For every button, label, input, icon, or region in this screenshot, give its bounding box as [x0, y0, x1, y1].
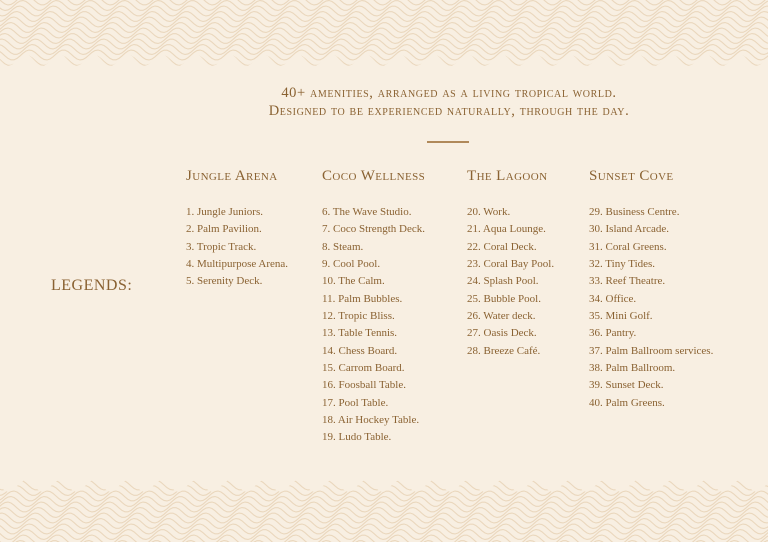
amenity-list — [186, 204, 288, 291]
list-item: 39. Sunset Deck. — [589, 379, 664, 392]
amenity-list — [322, 204, 425, 447]
list-item: 27. Oasis Deck. — [467, 327, 537, 340]
list-item: 32. Tiny Tides. — [589, 258, 656, 271]
list-item: 36. Pantry. — [589, 327, 637, 340]
column-title: The Lagoon — [467, 168, 548, 184]
list-item: 7. Coco Strength Deck. — [322, 223, 425, 236]
list-item: 11. Palm Bubbles. — [322, 292, 403, 305]
wave-pattern-icon — [0, 0, 768, 72]
intro-line-2: Designed to be experienced naturally, through the day. — [268, 103, 630, 119]
intro-text — [0, 84, 768, 120]
list-item: 26. Water deck. — [467, 310, 536, 323]
list-item: 16. Foosball Table. — [322, 379, 406, 392]
wave-line — [0, 513, 768, 523]
column-the-lagoon — [467, 166, 554, 360]
list-item: 8. Steam. — [322, 240, 364, 253]
list-item: 25. Bubble Pool. — [467, 292, 541, 305]
list-item: 22. Coral Deck. — [467, 240, 537, 253]
wave-line — [0, 39, 768, 49]
wave-line — [0, 480, 768, 490]
top-wave-pattern — [0, 0, 768, 72]
amenity-list — [589, 204, 713, 412]
wave-line — [0, 0, 768, 5]
list-item: 38. Palm Ballroom. — [589, 362, 676, 375]
wave-pattern-icon — [0, 474, 768, 542]
list-item: 29. Business Centre. — [589, 206, 680, 218]
list-item: 28. Breeze Café. — [467, 344, 541, 357]
list-item: 35. Mini Golf. — [589, 310, 653, 323]
list-item: 6. The Wave Studio. — [322, 206, 412, 218]
list-item: 18. Air Hockey Table. — [322, 414, 420, 427]
list-item: 40. Palm Greens. — [589, 396, 665, 409]
list-item: 17. Pool Table. — [322, 396, 389, 409]
list-item: 24. Splash Pool. — [467, 275, 539, 288]
bottom-wave-pattern — [0, 474, 768, 542]
list-item: 19. Ludo Table. — [322, 431, 392, 444]
legends-heading: LEGENDS: — [51, 277, 133, 294]
column-title: Jungle Arena — [186, 168, 278, 184]
list-item: 12. Tropic Bliss. — [322, 310, 395, 323]
column-jungle-arena — [186, 166, 288, 291]
wave-line — [0, 508, 768, 518]
list-item: 15. Carrom Board. — [322, 362, 405, 375]
list-item: 14. Chess Board. — [322, 344, 398, 357]
wave-line — [0, 34, 768, 44]
list-item: 1. Jungle Juniors. — [186, 206, 263, 218]
list-item: 3. Tropic Track. — [186, 240, 257, 253]
wave-line — [0, 491, 768, 501]
list-item: 34. Office. — [589, 292, 637, 305]
list-item: 13. Table Tennis. — [322, 327, 398, 340]
wave-line — [0, 61, 768, 71]
list-item: 4. Multipurpose Arena. — [186, 258, 289, 271]
intro-line-1: 40+ amenities, arranged as a living tropical world. — [281, 85, 617, 101]
list-item: 31. Coral Greens. — [589, 240, 667, 253]
list-item: 21. Aqua Lounge. — [467, 223, 546, 236]
amenity-list — [467, 204, 554, 360]
list-item: 37. Palm Ballroom services. — [589, 344, 714, 357]
column-title: Sunset Cove — [589, 168, 674, 184]
wave-line — [0, 474, 768, 479]
column-sunset-cove — [589, 166, 713, 412]
list-item: 30. Island Arcade. — [589, 223, 670, 236]
list-item: 33. Reef Theatre. — [589, 275, 666, 288]
list-item: 2. Palm Pavilion. — [186, 223, 262, 236]
wave-line — [0, 17, 768, 27]
divider — [427, 141, 469, 143]
list-item: 20. Work. — [467, 206, 511, 218]
wave-line — [0, 475, 768, 485]
list-item: 5. Serenity Deck. — [186, 275, 263, 288]
list-item: 10. The Calm. — [322, 275, 385, 288]
wave-line — [0, 67, 768, 72]
list-item: 23. Coral Bay Pool. — [467, 258, 555, 271]
column-title: Coco Wellness — [322, 168, 426, 184]
list-item: 9. Cool Pool. — [322, 258, 381, 271]
column-coco-wellness — [322, 166, 425, 447]
